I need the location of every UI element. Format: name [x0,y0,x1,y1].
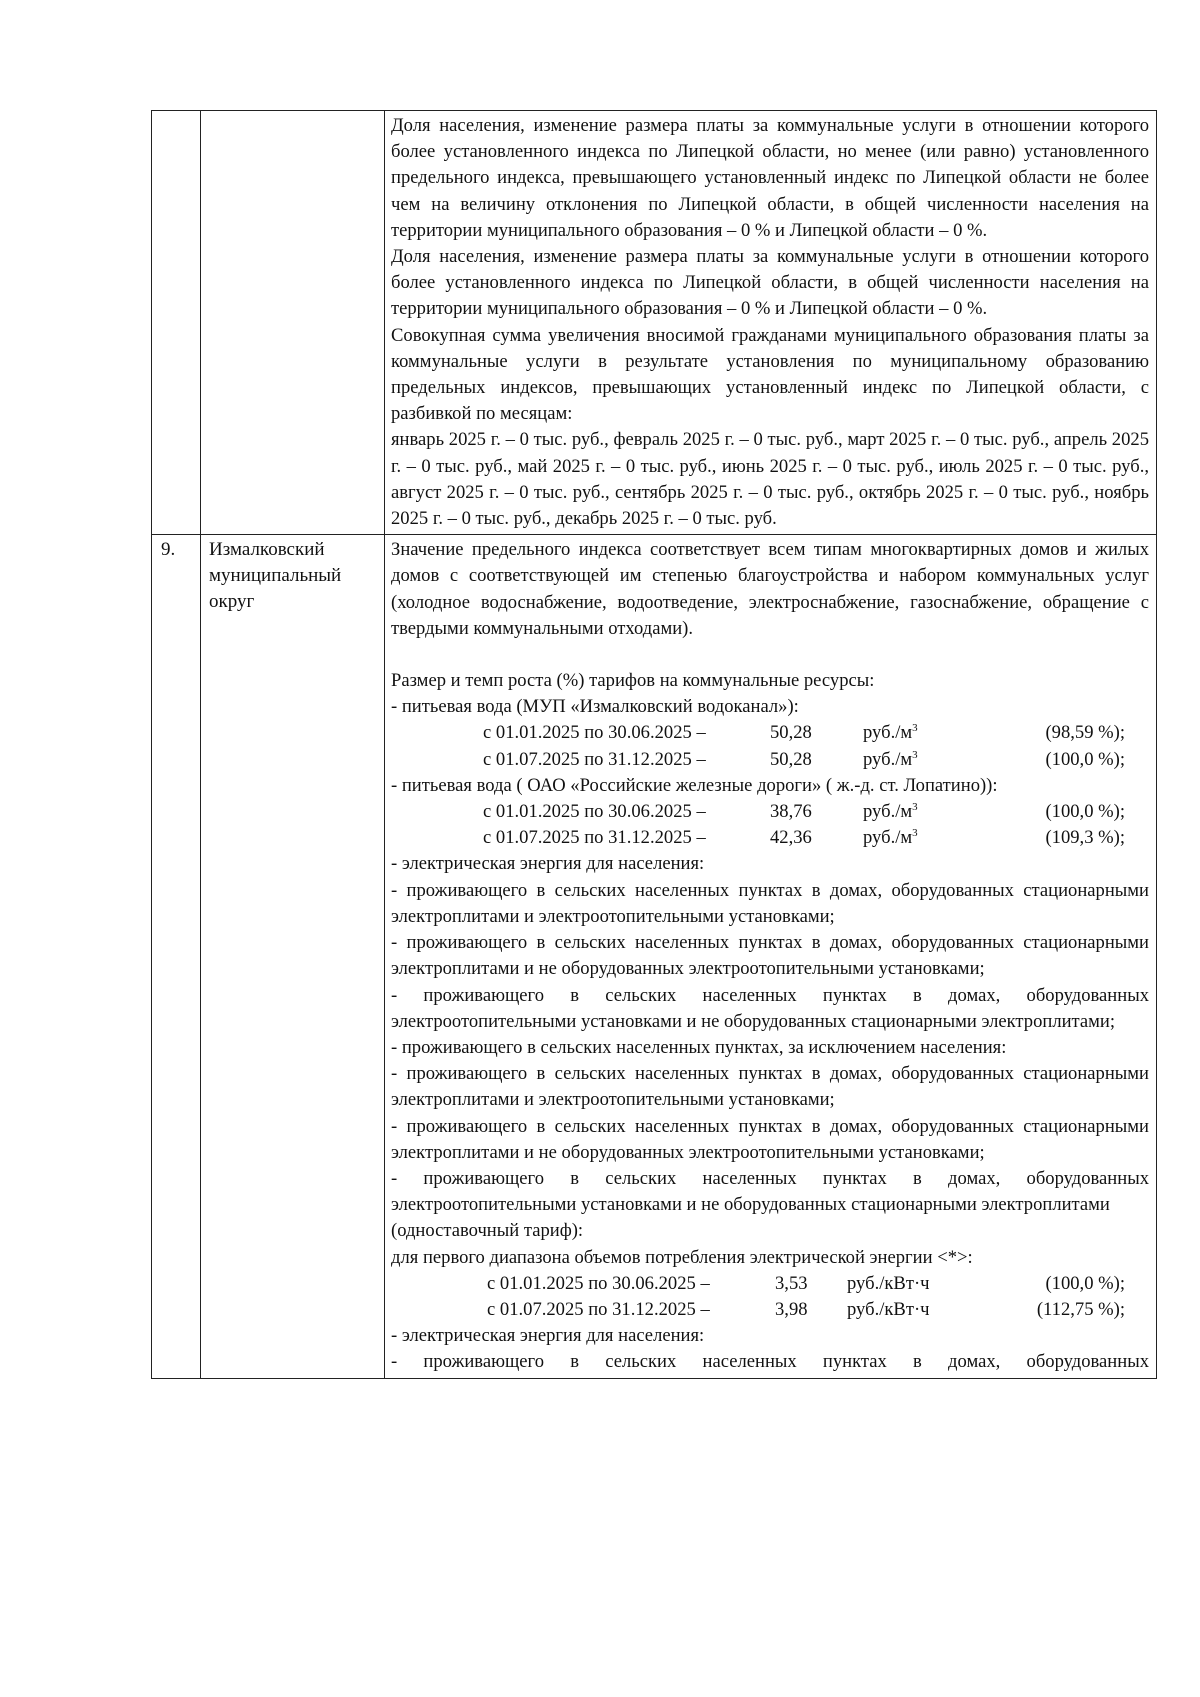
tariff-growth: (100,0 %); [1045,1272,1125,1294]
water-heading: - питьевая вода ( ОАО «Российские железные дороги» ( ж.-д. ст. Лопатино)): [391,774,998,796]
tariff-period: с 01.01.2025 по 30.06.2025 – [483,801,706,823]
tariff-value: 42,36 [770,827,812,849]
row-number: 9. [152,535,201,1378]
tariff-row [391,825,1149,851]
description-cell [385,111,1157,535]
table-row [152,535,1157,1378]
tariff-growth: (109,3 %); [1045,827,1125,849]
tariff-row [391,720,1149,746]
municipality-cell [201,111,385,535]
tariff-value: 3,98 [775,1298,808,1320]
electricity-heading: - электрическая энергия для населения: [391,853,705,875]
electricity-item: - проживающего в сельских населенных пунктах в домах, оборудованных стационарными электроплитами и не оборудованных электроотопительными установками; [391,932,1149,980]
paragraph: Доля населения, изменение размера платы за коммунальные услуги в отношении которого более установленного индекса по Липецкой области, но менее (или равно) установленного предельного индекса, превышающего установленный индекс по Липецкой области не более чем на величину отклонения по Липецкой области, в общей численности населения на территории муниципального образования – 0 % и Липецкой области – 0 %. [391,115,1149,241]
tariff-row [391,747,1149,773]
tariff-row [391,1271,1149,1297]
tariff-unit: $руб./м^3$ [863,827,918,849]
table-row [152,111,1157,535]
tariff-unit: руб./кВт·ч [847,1298,930,1320]
water-heading: - питьевая вода (МУП «Измалковский водоканал»): [391,696,799,718]
tariff-growth: (100,0 %); [1045,801,1125,823]
tariff-unit: $руб./м^3$ [863,722,918,744]
one-part-tariff-label: (одноставочный тариф): [391,1220,584,1242]
intro-paragraph: Значение предельного индекса соответствует всем типам многоквартирных домов и жилых домов с соответствующей им степенью благоустройства и набором коммунальных услуг (холодное водоснабжение, водоотведение, электроснабжение, газоснабжение, обращение с твердыми коммунальными отходами). [391,539,1149,639]
tariff-row [391,799,1149,825]
tariff-unit: руб./кВт·ч [847,1272,930,1294]
electricity-item: - проживающего в сельских населенных пунктах в домах, оборудованных электроотопительными установками и не оборудованных стационарными электроплитами [391,1167,1149,1216]
tariff-value: 50,28 [770,748,812,770]
monthly-breakdown: январь 2025 г. – 0 тыс. руб., февраль 2025 г. – 0 тыс. руб., март 2025 г. – 0 тыс. руб., апрель 2025 г. – 0 тыс. руб., май 2025 г. – 0 тыс. руб., июнь 2025 г. – 0 тыс. руб., июль 2025 г. – 0 тыс. руб., август 2025 г. – 0 тыс. руб., сентябрь 2025 г. – 0 тыс. руб., октябрь 2025 г. – 0 тыс. руб., ноябрь 2025 г. – 0 тыс. руб., декабрь 2025 г. – 0 тыс. руб. [391,429,1149,530]
electricity-item: - проживающего в сельских населенных пунктах в домах, оборудованных электроотопительными установками и не оборудованных стационарными электроплитами; [391,984,1149,1032]
municipality-name-line: муниципальный [209,565,342,587]
paragraph: Совокупная сумма увеличения вносимой гражданами муниципального образования платы за коммунальные услуги в результате установления по муниципальному образованию предельных индексов, превышающих установленный индекс по Липецкой области, с разбивкой по месяцам: [391,324,1149,425]
row-number-cell [152,111,201,535]
tariff-unit: $руб./м^3$ [863,748,918,770]
tariff-table [151,110,1157,1379]
electricity-item: - проживающего в сельских населенных пунктах в домах, оборудованных стационарными электроплитами и электроотопительными установками; [391,1063,1149,1111]
tariff-unit: $руб./м^3$ [863,801,918,823]
blank-line [391,642,1149,668]
description-cell [385,535,1157,1378]
tariff-value: 38,76 [770,801,812,823]
tariff-value: 50,28 [770,722,812,744]
electricity-item: - проживающего в сельских населенных пунктах, за исключением населения: [391,1036,1007,1058]
tariff-period: с 01.01.2025 по 30.06.2025 – [487,1272,710,1294]
municipality-name [201,535,385,1378]
tariff-value: 3,53 [775,1272,808,1294]
tariff-row [391,1297,1149,1323]
municipality-name-line: Измалковский [209,539,325,561]
electricity-item: - проживающего в сельских населенных пунктах в домах, оборудованных стационарными электроплитами и не оборудованных электроотопительными установками; [391,1115,1149,1163]
paragraph: Доля населения, изменение размера платы за коммунальные услуги в отношении которого более установленного индекса по Липецкой области, в общей численности населения на территории муниципального образования – 0 % и Липецкой области – 0 %. [391,246,1149,320]
municipality-name-line: округ [209,591,255,613]
electricity-item: - проживающего в сельских населенных пунктах в домах, оборудованных [391,1351,1149,1373]
electricity-heading: - электрическая энергия для населения: [391,1325,705,1347]
electricity-item: - проживающего в сельских населенных пунктах в домах, оборудованных стационарными электроплитами и электроотопительными установками; [391,879,1149,927]
tariff-growth: (100,0 %); [1045,748,1125,770]
tariff-growth: (98,59 %); [1045,722,1125,744]
tariff-period: с 01.07.2025 по 31.12.2025 – [483,827,706,849]
tariffs-heading: Размер и темп роста (%) тарифов на коммунальные ресурсы: [391,670,875,692]
first-range-label: для первого диапазона объемов потребления электрической энергии <*>: [391,1246,973,1268]
tariff-period: с 01.07.2025 по 31.12.2025 – [483,748,706,770]
tariff-growth: (112,75 %); [1036,1298,1125,1320]
tariff-period: с 01.07.2025 по 31.12.2025 – [487,1298,710,1320]
tariff-period: с 01.01.2025 по 30.06.2025 – [483,722,706,744]
